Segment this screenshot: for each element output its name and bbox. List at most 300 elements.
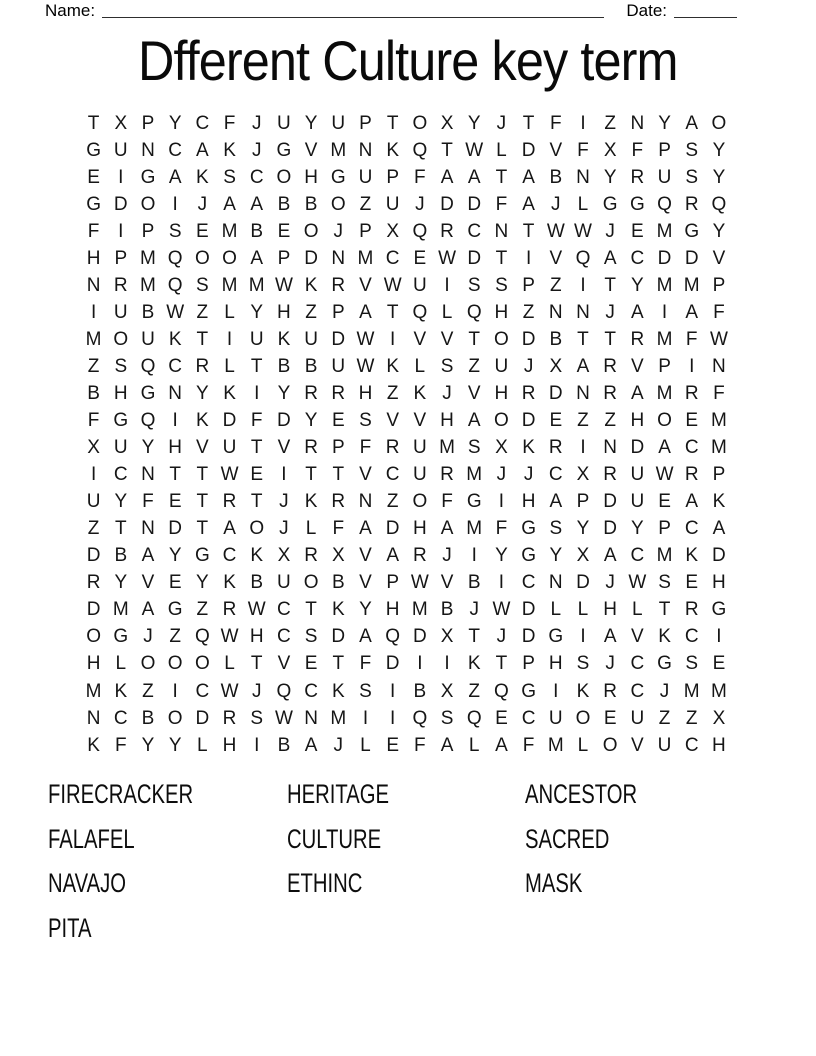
word-list-column-2 — [287, 772, 423, 906]
grid-cell: T — [332, 653, 345, 675]
grid-cell: Y — [141, 734, 155, 756]
grid-cell: U — [113, 301, 128, 323]
grid-cell: J — [279, 491, 289, 513]
grid-cell: C — [630, 680, 645, 702]
grid-cell: B — [250, 572, 264, 594]
grid-cell: H — [712, 572, 726, 594]
grid-cell: J — [333, 220, 344, 242]
grid-cell: T — [305, 599, 317, 621]
word-list-item: SACRED — [525, 823, 610, 854]
grid-cell: Z — [196, 599, 209, 621]
grid-cell: B — [549, 166, 563, 188]
grid-cell: I — [580, 437, 586, 459]
grid-cell: W — [220, 680, 239, 702]
grid-cell: K — [386, 139, 399, 161]
grid-cell: K — [114, 680, 128, 702]
grid-cell: A — [359, 301, 372, 323]
grid-cell: P — [522, 653, 535, 675]
grid-cell: Y — [549, 545, 563, 567]
grid-cell: H — [113, 382, 128, 404]
grid-cell: R — [331, 274, 346, 296]
grid-cell: C — [521, 572, 536, 594]
grid-cell: I — [580, 274, 586, 296]
grid-cell: V — [277, 653, 291, 675]
grid-cell: S — [168, 220, 182, 242]
word-search-grid — [80, 110, 733, 759]
grid-cell: M — [656, 220, 673, 242]
grid-cell: M — [85, 680, 102, 702]
grid-cell: L — [577, 193, 589, 215]
grid-cell: N — [331, 247, 346, 269]
grid-cell: F — [685, 328, 698, 350]
grid-cell: A — [223, 518, 236, 540]
grid-cell: D — [222, 410, 237, 432]
grid-cell: X — [576, 464, 590, 486]
grid-cell: Y — [658, 112, 671, 134]
grid-cell: G — [113, 626, 129, 648]
grid-cell: R — [630, 328, 645, 350]
grid-cell: E — [658, 491, 671, 513]
grid-cell: A — [685, 491, 699, 513]
grid-cell: N — [141, 518, 155, 540]
grid-cell: U — [113, 437, 128, 459]
grid-cell: K — [467, 653, 481, 675]
word-list-item: MASK — [525, 868, 583, 898]
grid-cell: M — [248, 274, 265, 296]
grid-cell: X — [87, 437, 100, 459]
grid-cell: L — [441, 301, 453, 323]
grid-cell: I — [498, 491, 505, 513]
grid-cell: A — [631, 382, 644, 404]
grid-cell: S — [685, 166, 699, 188]
grid-cell: F — [713, 382, 725, 404]
grid-cell: A — [196, 139, 209, 161]
grid-cell: L — [468, 734, 480, 756]
grid-cell: Y — [712, 139, 726, 161]
grid-cell: I — [716, 626, 722, 648]
grid-cell: A — [576, 355, 590, 377]
grid-cell: D — [331, 626, 346, 648]
grid-cell: T — [386, 112, 399, 134]
grid-cell: A — [495, 734, 508, 756]
grid-cell: D — [521, 626, 536, 648]
grid-cell: P — [386, 572, 399, 594]
grid-cell: Z — [468, 680, 481, 702]
grid-cell: Y — [168, 734, 182, 756]
grid-cell: J — [605, 572, 615, 594]
grid-cell: U — [277, 572, 291, 594]
grid-cell: R — [684, 599, 699, 621]
grid-cell: O — [330, 193, 346, 215]
grid-cell: L — [224, 301, 235, 323]
grid-cell: T — [495, 166, 508, 188]
grid-cell: O — [575, 707, 591, 729]
grid-cell: P — [712, 274, 726, 296]
grid-cell: W — [247, 599, 266, 621]
word-list-item: NAVAJO — [48, 868, 127, 898]
grid-cell: V — [277, 437, 291, 459]
grid-cell: I — [580, 626, 586, 648]
grid-cell: E — [331, 410, 345, 432]
grid-cell: T — [196, 491, 209, 513]
grid-cell: Q — [140, 410, 156, 432]
name-label: Name: — [45, 1, 96, 20]
grid-cell: F — [250, 410, 263, 432]
grid-cell: F — [522, 734, 535, 756]
header-row — [45, 0, 737, 21]
grid-cell: M — [357, 247, 374, 269]
grid-cell: A — [603, 247, 617, 269]
grid-cell: O — [113, 328, 129, 350]
grid-cell: H — [494, 382, 509, 404]
grid-cell: G — [276, 139, 292, 161]
grid-cell: J — [197, 193, 208, 215]
grid-cell: N — [630, 112, 645, 134]
grid-cell: J — [143, 626, 153, 648]
grid-cell: M — [221, 220, 238, 242]
grid-cell: A — [631, 301, 644, 323]
word-list-item: FALAFEL — [48, 823, 135, 854]
grid-cell: O — [249, 518, 265, 540]
grid-cell: E — [196, 220, 209, 242]
grid-cell: N — [358, 491, 373, 513]
grid-cell: X — [549, 355, 563, 377]
grid-cell: U — [277, 112, 291, 134]
grid-cell: O — [86, 626, 101, 648]
grid-cell: U — [385, 193, 400, 215]
grid-cell: S — [304, 626, 318, 648]
grid-cell: F — [549, 112, 562, 134]
grid-cell: A — [223, 193, 236, 215]
grid-cell: D — [331, 328, 346, 350]
grid-cell: H — [86, 653, 101, 675]
grid-cell: Z — [305, 301, 317, 323]
grid-cell: D — [521, 410, 536, 432]
grid-cell: J — [333, 734, 344, 756]
grid-cell: U — [249, 328, 264, 350]
grid-cell: T — [604, 328, 616, 350]
grid-cell: G — [140, 166, 156, 188]
grid-cell: I — [90, 464, 97, 486]
grid-cell: T — [522, 220, 535, 242]
grid-cell: M — [330, 707, 347, 729]
grid-cell: C — [168, 355, 183, 377]
grid-cell: M — [656, 545, 673, 567]
grid-cell: M — [439, 437, 455, 459]
grid-cell: R — [331, 491, 346, 513]
grid-cell: R — [603, 680, 618, 702]
grid-cell: E — [549, 410, 563, 432]
grid-cell: V — [413, 328, 427, 350]
grid-cell: U — [657, 734, 672, 756]
grid-cell: F — [359, 653, 372, 675]
grid-cell: X — [277, 545, 291, 567]
grid-cell: H — [385, 599, 400, 621]
grid-cell: A — [685, 112, 699, 134]
grid-cell: L — [224, 653, 235, 675]
grid-cell: Q — [412, 707, 428, 729]
grid-cell: C — [630, 247, 645, 269]
grid-cell: B — [413, 680, 427, 702]
grid-cell: R — [603, 355, 618, 377]
grid-cell: D — [304, 247, 318, 269]
grid-cell: G — [548, 626, 564, 648]
grid-cell: V — [359, 464, 372, 486]
grid-cell: E — [685, 572, 699, 594]
grid-cell: J — [523, 464, 534, 486]
grid-cell: B — [277, 355, 291, 377]
grid-cell: M — [710, 410, 727, 432]
grid-cell: D — [576, 572, 590, 594]
grid-cell: S — [250, 707, 264, 729]
grid-cell: E — [386, 734, 399, 756]
grid-cell: I — [172, 410, 178, 432]
grid-cell: P — [658, 518, 671, 540]
grid-cell: Y — [603, 166, 617, 188]
grid-cell: Z — [87, 518, 100, 540]
grid-cell: Z — [468, 355, 481, 377]
grid-cell: W — [220, 626, 239, 648]
grid-cell: M — [683, 680, 700, 702]
grid-cell: W — [356, 355, 375, 377]
date-label: Date: — [626, 1, 667, 20]
grid-cell: D — [195, 707, 210, 729]
grid-cell: I — [417, 653, 423, 675]
grid-cell: W — [356, 328, 375, 350]
grid-cell: U — [412, 464, 427, 486]
grid-cell: G — [113, 410, 129, 432]
grid-cell: A — [522, 193, 535, 215]
grid-cell: H — [494, 301, 509, 323]
grid-cell: H — [440, 410, 454, 432]
grid-cell: J — [442, 382, 452, 404]
grid-cell: C — [630, 545, 645, 567]
grid-cell: E — [168, 491, 182, 513]
grid-cell: T — [196, 464, 209, 486]
grid-cell: I — [90, 301, 97, 323]
grid-cell: B — [277, 734, 291, 756]
grid-cell: H — [277, 301, 291, 323]
grid-cell: D — [603, 518, 618, 540]
grid-cell: X — [440, 680, 454, 702]
grid-cell: W — [220, 464, 239, 486]
grid-cell: E — [87, 166, 100, 188]
grid-cell: A — [250, 247, 264, 269]
grid-cell: P — [114, 247, 128, 269]
grid-cell: K — [712, 491, 726, 513]
grid-cell: C — [277, 599, 291, 621]
grid-cell: V — [549, 247, 563, 269]
grid-cell: Z — [685, 707, 698, 729]
grid-cell: S — [576, 653, 590, 675]
grid-cell: V — [359, 274, 372, 296]
grid-cell: M — [547, 734, 564, 756]
grid-cell: I — [444, 274, 450, 296]
grid-cell: S — [685, 653, 699, 675]
grid-cell: S — [440, 355, 454, 377]
grid-cell: Q — [140, 355, 156, 377]
grid-cell: S — [467, 274, 481, 296]
grid-cell: T — [386, 301, 399, 323]
grid-cell: D — [630, 437, 645, 459]
grid-cell: Y — [114, 572, 128, 594]
grid-cell: U — [630, 464, 645, 486]
grid-cell: B — [277, 193, 291, 215]
grid-cell: B — [467, 572, 481, 594]
grid-cell: O — [412, 112, 428, 134]
grid-cell: N — [548, 572, 563, 594]
grid-cell: N — [168, 382, 183, 404]
grid-cell: O — [711, 112, 727, 134]
grid-cell: T — [196, 518, 209, 540]
grid-cell: M — [710, 437, 727, 459]
grid-cell: J — [251, 680, 262, 702]
grid-cell: R — [385, 437, 400, 459]
grid-cell: M — [411, 599, 428, 621]
grid-cell: S — [549, 518, 563, 540]
grid-cell: D — [657, 247, 672, 269]
grid-cell: U — [412, 437, 427, 459]
grid-cell: M — [221, 274, 238, 296]
grid-cell: K — [168, 328, 182, 350]
grid-cell: F — [495, 193, 508, 215]
grid-cell: R — [304, 437, 318, 459]
grid-cell: P — [331, 301, 345, 323]
grid-cell: X — [712, 707, 726, 729]
grid-cell: U — [358, 166, 373, 188]
grid-cell: D — [385, 653, 400, 675]
grid-cell: T — [169, 464, 181, 486]
grid-cell: M — [466, 464, 483, 486]
word-list-item: ANCESTOR — [525, 779, 638, 809]
grid-cell: W — [492, 599, 511, 621]
grid-cell: K — [223, 382, 236, 404]
grid-cell: Z — [604, 410, 616, 432]
grid-cell: Q — [711, 193, 727, 215]
grid-cell: K — [277, 328, 291, 350]
puzzle-title-container — [0, 28, 816, 109]
grid-cell: B — [141, 707, 155, 729]
grid-cell: W — [410, 572, 429, 594]
grid-cell: A — [359, 518, 372, 540]
grid-cell: Q — [385, 626, 401, 648]
grid-cell: G — [86, 139, 101, 161]
grid-cell: L — [305, 518, 317, 540]
grid-cell: I — [390, 707, 396, 729]
grid-cell: O — [167, 653, 183, 675]
grid-cell: V — [359, 572, 372, 594]
grid-cell: Y — [631, 274, 644, 296]
grid-cell: J — [605, 653, 615, 675]
grid-cell: G — [466, 491, 482, 513]
grid-cell: I — [525, 247, 532, 269]
grid-cell: D — [113, 193, 128, 215]
grid-cell: Q — [494, 680, 509, 702]
grid-cell: K — [87, 734, 100, 756]
grid-cell: Y — [141, 437, 155, 459]
grid-cell: I — [226, 328, 233, 350]
grid-cell: E — [495, 707, 508, 729]
grid-cell: V — [413, 410, 427, 432]
grid-cell: N — [86, 707, 101, 729]
grid-cell: T — [114, 518, 127, 540]
grid-cell: N — [712, 355, 726, 377]
grid-cell: W — [709, 328, 728, 350]
grid-cell: O — [303, 572, 319, 594]
grid-cell: C — [521, 707, 536, 729]
grid-cell: Y — [467, 112, 481, 134]
grid-cell: Y — [576, 518, 590, 540]
grid-cell: U — [412, 274, 427, 296]
grid-cell: H — [412, 518, 427, 540]
grid-cell: G — [521, 680, 536, 702]
grid-cell: O — [494, 410, 509, 432]
grid-cell: A — [712, 518, 726, 540]
grid-cell: M — [683, 274, 700, 296]
grid-cell: O — [303, 220, 319, 242]
grid-cell: P — [522, 274, 535, 296]
grid-cell: Z — [142, 680, 154, 702]
grid-cell: Z — [577, 410, 589, 432]
grid-cell: Z — [522, 301, 535, 323]
grid-cell: I — [172, 680, 178, 702]
grid-cell: S — [685, 139, 699, 161]
grid-cell: V — [196, 437, 209, 459]
grid-cell: C — [249, 166, 264, 188]
grid-cell: A — [522, 166, 535, 188]
grid-cell: V — [467, 382, 481, 404]
grid-cell: O — [194, 653, 210, 675]
grid-cell: T — [441, 139, 453, 161]
name-blank-line — [102, 16, 604, 18]
grid-cell: W — [465, 139, 484, 161]
grid-cell: A — [685, 301, 699, 323]
grid-cell: J — [496, 464, 507, 486]
grid-cell: U — [630, 707, 645, 729]
grid-cell: P — [277, 247, 291, 269]
grid-cell: I — [390, 680, 396, 702]
grid-cell: V — [631, 626, 644, 648]
grid-cell: A — [549, 491, 563, 513]
grid-cell: R — [222, 707, 237, 729]
grid-cell: P — [359, 112, 372, 134]
grid-cell: L — [197, 734, 208, 756]
grid-cell: D — [168, 518, 183, 540]
grid-cell: C — [385, 247, 400, 269]
word-list-item: CULTURE — [287, 823, 382, 854]
grid-cell: K — [522, 437, 535, 459]
grid-cell: Y — [196, 572, 209, 594]
word-list-item: ETHINC — [287, 868, 363, 898]
grid-cell: H — [358, 382, 373, 404]
grid-cell: B — [304, 193, 318, 215]
grid-cell: R — [630, 166, 645, 188]
grid-cell: F — [441, 491, 453, 513]
grid-cell: H — [249, 626, 264, 648]
grid-cell: R — [222, 491, 237, 513]
grid-cell: Z — [658, 707, 671, 729]
grid-cell: M — [85, 328, 102, 350]
grid-cell: S — [223, 166, 236, 188]
grid-cell: S — [359, 680, 372, 702]
grid-cell: J — [523, 355, 534, 377]
grid-cell: H — [86, 247, 101, 269]
grid-cell: J — [279, 518, 289, 540]
grid-cell: U — [657, 166, 672, 188]
grid-cell: K — [223, 139, 236, 161]
grid-cell: Q — [466, 707, 482, 729]
grid-cell: D — [385, 518, 400, 540]
